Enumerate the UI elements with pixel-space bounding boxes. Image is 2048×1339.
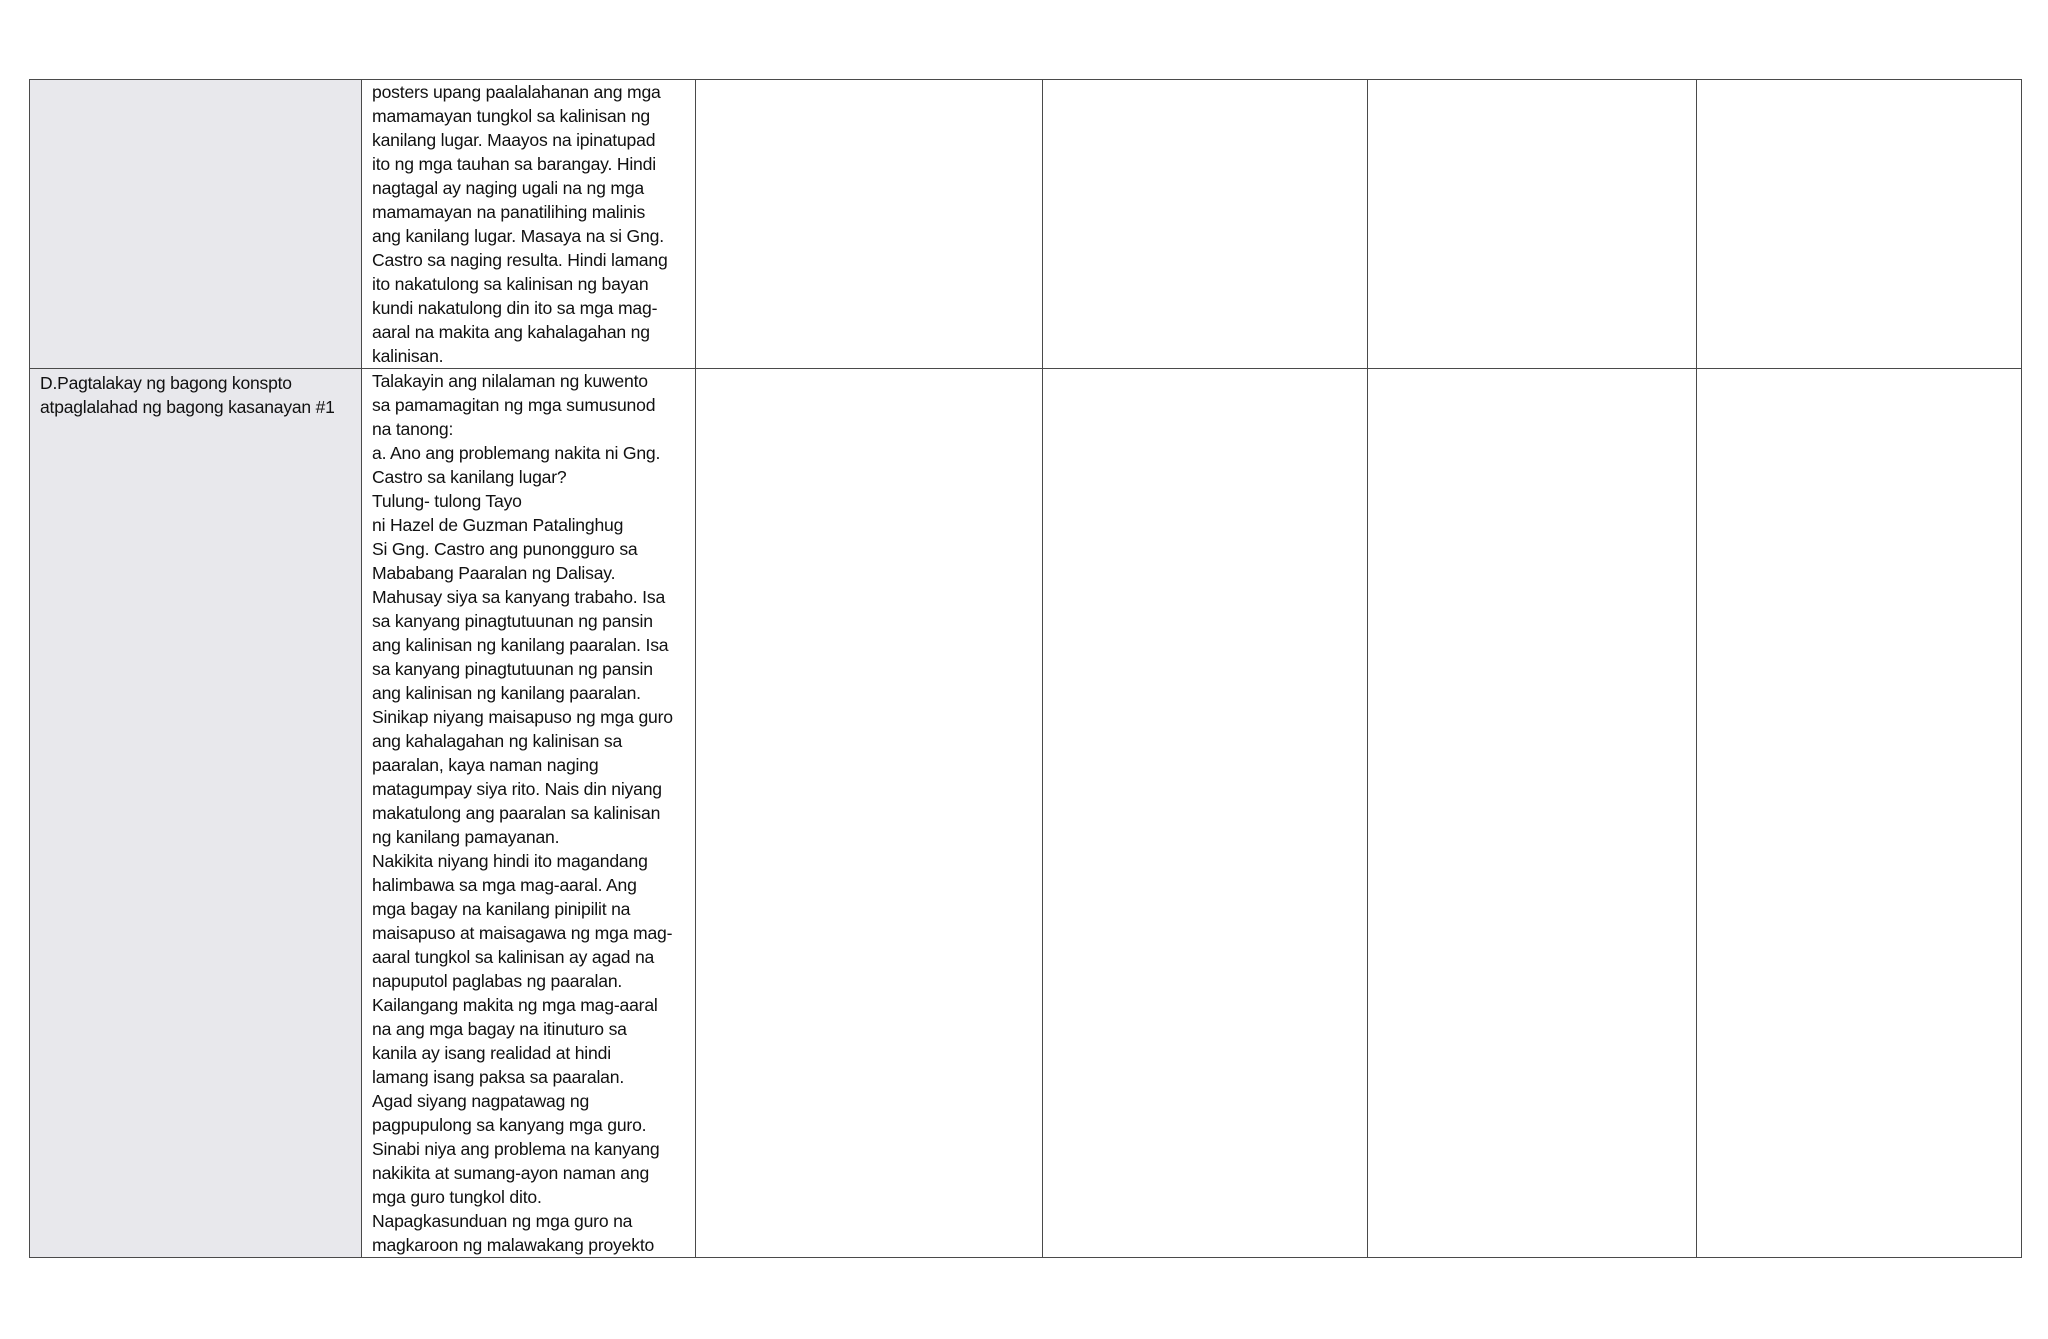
- text-line: matagumpay siya rito. Nais din niyang: [372, 779, 662, 799]
- text-line: halimbawa sa mga mag-aaral. Ang: [372, 875, 637, 895]
- empty-cell: [1697, 369, 2022, 1258]
- row-content-cell: [362, 369, 696, 1258]
- row-label-cell: [30, 80, 362, 369]
- text-line: posters upang paalalahanan ang mga: [372, 82, 661, 102]
- text-line: lamang isang paksa sa paaralan.: [372, 1067, 625, 1087]
- text-line: na ang mga bagay na itinuturo sa: [372, 1019, 627, 1039]
- text-line: D.Pagtalakay ng bagong konspto at: [40, 373, 292, 417]
- table-row: [30, 80, 2022, 369]
- text-line: paglalahad ng bagong kasanayan #1: [54, 397, 335, 417]
- text-line: ni Hazel de Guzman Patalinghug: [372, 515, 624, 535]
- text-line: kanila ay isang realidad at hindi: [372, 1043, 611, 1063]
- content-text: [362, 369, 695, 1257]
- text-line: a. Ano ang problemang nakita ni Gng.: [372, 443, 661, 463]
- lesson-plan-table: [29, 79, 2022, 1258]
- empty-cell: [696, 80, 1043, 369]
- text-line: Si Gng. Castro ang punongguro sa: [372, 539, 638, 559]
- empty-cell: [696, 369, 1043, 1258]
- row-label-cell: [30, 369, 362, 1258]
- text-line: mamamayan tungkol sa kalinisan ng: [372, 106, 650, 126]
- text-line: kundi nakatulong din ito sa mga mag-: [372, 298, 658, 318]
- text-line: nakikita at sumang-ayon naman ang: [372, 1163, 650, 1183]
- text-line: makatulong ang paaralan sa kalinisan: [372, 803, 661, 823]
- text-line: Sinikap niyang maisapuso ng mga guro: [372, 707, 673, 727]
- text-line: napuputol paglabas ng paaralan.: [372, 971, 623, 991]
- empty-cell: [1697, 80, 2022, 369]
- text-line: mamamayan na panatilihing malinis: [372, 202, 646, 222]
- text-line: Castro sa kanilang lugar?: [372, 467, 567, 487]
- content-text: [362, 80, 695, 368]
- empty-cell: [1043, 80, 1368, 369]
- text-line: na tanong:: [372, 419, 454, 439]
- text-line: Tulung- tulong Tayo: [372, 491, 522, 511]
- text-line: ito nakatulong sa kalinisan ng bayan: [372, 274, 649, 294]
- text-line: pagpupulong sa kanyang mga guro.: [372, 1115, 647, 1135]
- text-line: Sinabi niya ang problema na kanyang: [372, 1139, 660, 1159]
- text-line: sa kanyang pinagtutuunan ng pansin: [372, 611, 653, 631]
- text-line: Talakayin ang nilalaman ng kuwento: [372, 371, 648, 391]
- text-line: magkaroon ng malawakang proyekto: [372, 1235, 655, 1255]
- text-line: aaral tungkol sa kalinisan ay agad na: [372, 947, 655, 967]
- text-line: Agad siyang nagpatawag ng: [372, 1091, 590, 1111]
- text-line: kanilang lugar. Maayos na ipinatupad: [372, 130, 656, 150]
- text-line: ng kanilang pamayanan.: [372, 827, 560, 847]
- row-content-cell: [362, 80, 696, 369]
- text-line: Castro sa naging resulta. Hindi lamang: [372, 250, 668, 270]
- text-line: maisapuso at maisagawa ng mga mag-: [372, 923, 673, 943]
- text-line: aaral na makita ang kahalagahan ng: [372, 322, 650, 342]
- text-line: paaralan, kaya naman naging: [372, 755, 599, 775]
- text-line: mga bagay na kanilang pinipilit na: [372, 899, 631, 919]
- text-line: ang kalinisan ng kanilang paaralan. Isa: [372, 635, 669, 655]
- empty-cell: [1368, 369, 1697, 1258]
- text-line: Nakikita niyang hindi ito magandang: [372, 851, 648, 871]
- text-line: Napagkasunduan ng mga guro na: [372, 1211, 633, 1231]
- empty-cell: [1368, 80, 1697, 369]
- empty-cell: [1043, 369, 1368, 1258]
- row-label: [30, 371, 361, 419]
- text-line: ang kahalagahan ng kalinisan sa: [372, 731, 623, 751]
- table-row: [30, 369, 2022, 1258]
- text-line: Kailangang makita ng mga mag-aaral: [372, 995, 658, 1015]
- text-line: ang kanilang lugar. Masaya na si Gng.: [372, 226, 664, 246]
- text-line: sa pamamagitan ng mga sumusunod: [372, 395, 656, 415]
- text-line: ang kalinisan ng kanilang paaralan.: [372, 683, 641, 703]
- text-line: ito ng mga tauhan sa barangay. Hindi: [372, 154, 656, 174]
- text-line: nagtagal ay naging ugali na ng mga: [372, 178, 644, 198]
- text-line: mga guro tungkol dito.: [372, 1187, 542, 1207]
- text-line: Mababang Paaralan ng Dalisay.: [372, 563, 616, 583]
- text-line: sa kanyang pinagtutuunan ng pansin: [372, 659, 653, 679]
- text-line: kalinisan.: [372, 346, 444, 366]
- text-line: Mahusay siya sa kanyang trabaho. Isa: [372, 587, 666, 607]
